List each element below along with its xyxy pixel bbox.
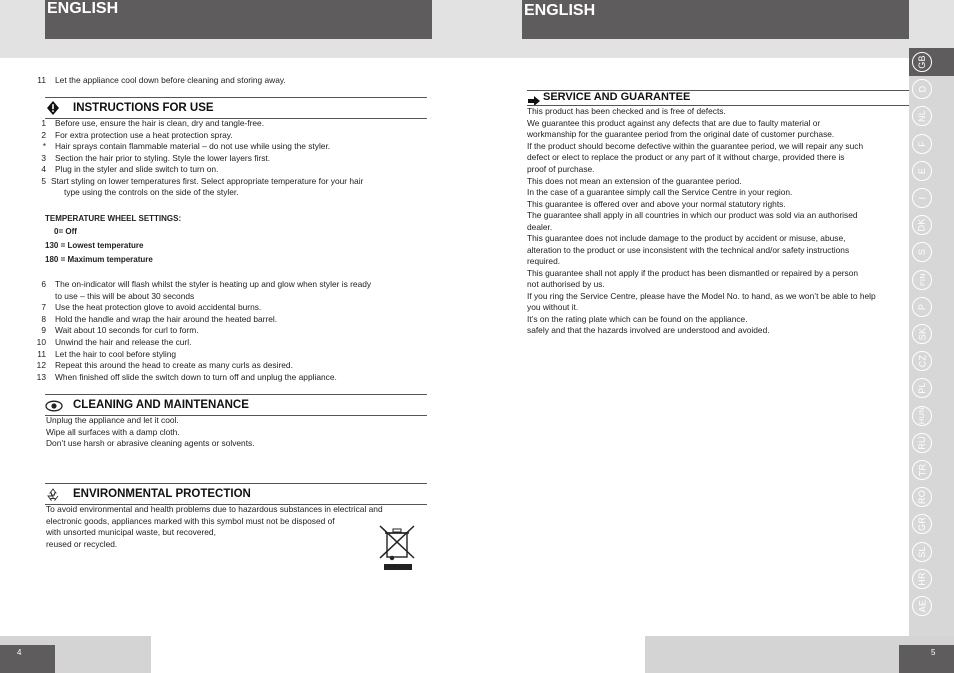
- item-text: When finished off slide the switch down to turn off and unplug the appliance.: [55, 371, 337, 382]
- item-text: For extra protection use a heat protection spray.: [55, 129, 233, 140]
- right-page-number: [899, 645, 954, 673]
- instructions-rule-top: [45, 97, 427, 98]
- tab-lang-e[interactable]: [912, 161, 932, 181]
- item-text: Before use, ensure the hair is clean, dry and tangle-free.: [55, 118, 265, 128]
- tab-lang-label: SK: [916, 327, 927, 341]
- list-item: [28, 349, 176, 361]
- service-line: proof of purchase.: [527, 163, 595, 174]
- item-text: Hair sprays contain flammable material – do not use while using the styler.: [55, 141, 331, 151]
- tab-lang-gb[interactable]: [912, 52, 932, 72]
- item-text: to use – this will be about 30 seconds: [55, 290, 195, 301]
- item-text: Plug in the styler and slide switch to turn on.: [55, 164, 219, 174]
- item-text: type using the controls on the side of the styler.: [64, 187, 239, 197]
- item-text: The on-indicator will flash whilst the styler is heating up and glow when styler is ready: [55, 279, 372, 289]
- item-num: 2: [41, 129, 46, 140]
- service-line: It’s on the rating plate which can be found on the appliance.: [527, 313, 748, 324]
- tab-lang-label: GB: [916, 55, 927, 69]
- list-item: [28, 372, 337, 384]
- tab-lang-p[interactable]: [912, 297, 932, 317]
- item-num: 11: [37, 348, 46, 359]
- tab-lang-label: E: [917, 167, 927, 174]
- tab-lang-fin[interactable]: [912, 270, 932, 290]
- left-header-title: ENGLISH: [47, 0, 119, 17]
- environment-line: To avoid environmental and health problems due to hazardous substances in electrical and: [46, 504, 383, 514]
- right-page-header: [522, 0, 909, 39]
- service-title: SERVICE AND GUARANTEE: [543, 91, 691, 103]
- wheel-setting: 130 = Lowest temperature: [45, 241, 144, 250]
- list-item: [28, 118, 264, 130]
- environment-line: reused or recycled.: [46, 538, 118, 549]
- recycle-icon: [46, 488, 60, 502]
- item-num: 5: [41, 176, 46, 186]
- item-text: Hold the handle and wrap the hair around the heated barrel.: [55, 313, 278, 324]
- service-line: This guarantee shall not apply if the product has been dismantled or repaired by a person: [527, 267, 859, 278]
- list-item: [28, 360, 293, 372]
- left-page-number-text: 4: [17, 648, 22, 657]
- item-text: Unwind the hair and release the curl.: [55, 336, 192, 347]
- tab-lang-hun[interactable]: [912, 406, 932, 426]
- tab-lang-ae[interactable]: [912, 596, 932, 616]
- tab-lang-label: SL: [916, 545, 927, 558]
- service-line: In the case of a guarantee simply call the Service Centre in your region.: [527, 187, 793, 197]
- tab-lang-label: P: [917, 303, 927, 310]
- item-text: Start styling on lower temperatures first. Select appropriate temperature for your hair: [51, 176, 364, 186]
- cleaning-line: Unplug the appliance and let it cool.: [46, 415, 179, 425]
- wheel-setting: 0= Off: [54, 227, 77, 236]
- list-item: [28, 187, 239, 199]
- tab-lang-label: AE: [916, 599, 927, 613]
- instructions-title: INSTRUCTIONS FOR USE: [73, 102, 214, 114]
- tab-lang-label: I: [917, 196, 927, 200]
- environment-rule-top: [45, 483, 427, 484]
- arrow-right-icon: [528, 93, 540, 103]
- temperature-wheel-title: TEMPERATURE WHEEL SETTINGS:: [45, 214, 182, 223]
- left-page-number: [0, 645, 55, 673]
- service-line: If the product should become defective within the guarantee period, we will repair any such: [527, 140, 864, 151]
- service-line: not authorised by us.: [527, 279, 605, 289]
- intro-line: [28, 75, 286, 87]
- list-item: [28, 325, 199, 337]
- tab-lang-label: GR: [916, 517, 927, 532]
- tab-lang-i[interactable]: [912, 188, 932, 208]
- list-item: [28, 130, 233, 142]
- tab-lang-sl[interactable]: [912, 542, 932, 562]
- item-text: Section the hair prior to styling. Style the lower layers first.: [55, 152, 271, 163]
- tab-lang-label: TR: [916, 463, 927, 477]
- service-line: you without it.: [527, 302, 579, 312]
- list-item: [28, 302, 261, 314]
- service-line: workmanship for the guarantee period from the original date of customer purchase.: [527, 129, 835, 139]
- list-item: [28, 279, 371, 291]
- tab-lang-label: RO: [916, 490, 927, 505]
- item-text: Let the hair to cool before styling: [55, 348, 177, 359]
- item-num: 8: [41, 313, 46, 324]
- item-num: 4: [41, 164, 46, 174]
- service-line: alteration to the product or use inconsistent with the technical and/or safety instructions: [527, 244, 850, 255]
- item-num: 9: [41, 325, 46, 335]
- service-line: This does not mean an extension of the guarantee period.: [527, 175, 742, 186]
- item-text: Use the heat protection glove to avoid accidental burns.: [55, 302, 262, 312]
- item-num: 10: [36, 336, 46, 347]
- tab-lang-hr[interactable]: [912, 569, 932, 589]
- tab-lang-label: HR: [916, 571, 927, 586]
- service-line: dealer.: [527, 221, 553, 232]
- service-line: required.: [527, 256, 561, 266]
- tab-lang-sk[interactable]: [912, 324, 932, 344]
- list-item: [28, 153, 270, 165]
- crossed-bin-icon: [379, 525, 415, 573]
- cleaning-line: Wipe all surfaces with a damp cloth.: [46, 426, 180, 437]
- service-line: This guarantee does not include damage to the product by accident or misuse, abuse,: [527, 233, 846, 243]
- item-num: 13: [36, 371, 46, 382]
- warning-drop-icon: [46, 101, 60, 115]
- tab-lang-label: NL: [916, 110, 927, 123]
- right-header-title: ENGLISH: [524, 2, 596, 19]
- eye-icon: [45, 399, 63, 411]
- item-num: 12: [36, 360, 46, 370]
- service-line: We guarantee this product against any defects that are due to faulty material or: [527, 117, 821, 128]
- intro-num: 11: [37, 75, 46, 85]
- item-num: *: [42, 141, 46, 151]
- list-item: [28, 141, 330, 153]
- list-item: [28, 291, 194, 303]
- tab-lang-label: D: [917, 85, 927, 93]
- tab-lang-label: S: [917, 249, 927, 256]
- tab-lang-ru[interactable]: [912, 433, 932, 453]
- item-text: Repeat this around the head to create as many curls as desired.: [55, 360, 293, 370]
- tab-lang-label: DK: [916, 218, 927, 232]
- tab-lang-label: F: [917, 140, 927, 147]
- item-num: 3: [41, 152, 46, 163]
- item-num: 7: [41, 302, 46, 312]
- service-line: safely and that the hazards involved are understood and avoided.: [527, 325, 770, 335]
- right-page-number-text: 5: [931, 648, 936, 657]
- service-line: The guarantee shall apply in all countries in which our product was sold via an authorised: [527, 210, 858, 220]
- left-page-header: [45, 0, 432, 39]
- cleaning-rule-top: [45, 394, 427, 395]
- tab-lang-label: PL: [916, 382, 927, 395]
- tab-lang-label: RU: [916, 435, 927, 450]
- service-line: If you ring the Service Centre, please have the Model No. to hand, as we won’t be able to help: [527, 290, 876, 301]
- tab-lang-label: HUN: [917, 407, 927, 425]
- cleaning-title: CLEANING AND MAINTENANCE: [73, 399, 249, 411]
- list-item: [28, 164, 218, 176]
- list-item: [28, 314, 277, 326]
- tab-lang-tr[interactable]: [912, 460, 932, 480]
- service-line: This guarantee is offered over and above your normal statutory rights.: [527, 198, 786, 209]
- tab-lang-label: FIN: [917, 273, 927, 287]
- item-text: Wait about 10 seconds for curl to form.: [55, 325, 199, 335]
- tab-lang-f[interactable]: [912, 134, 932, 154]
- service-line: defect or elect to replace the product or any part of it without charge, provided there is: [527, 152, 845, 162]
- item-num: 6: [41, 279, 46, 289]
- list-item: [28, 176, 363, 188]
- service-line: This product has been checked and is free of defects.: [527, 106, 726, 116]
- environment-line: electronic goods, appliances marked with this symbol must not be disposed of: [46, 515, 335, 526]
- intro-text: Let the appliance cool down before cleaning and storing away.: [55, 75, 286, 85]
- cleaning-line: Don’t use harsh or abrasive cleaning agents or solvents.: [46, 438, 255, 448]
- environment-title: ENVIRONMENTAL PROTECTION: [73, 488, 251, 500]
- item-num: 1: [41, 118, 46, 128]
- list-item: [28, 337, 191, 349]
- wheel-setting: 180 = Maximum temperature: [45, 255, 153, 264]
- environment-line: with unsorted municipal waste, but recovered,: [46, 527, 216, 537]
- tab-lang-label: CZ: [916, 354, 927, 368]
